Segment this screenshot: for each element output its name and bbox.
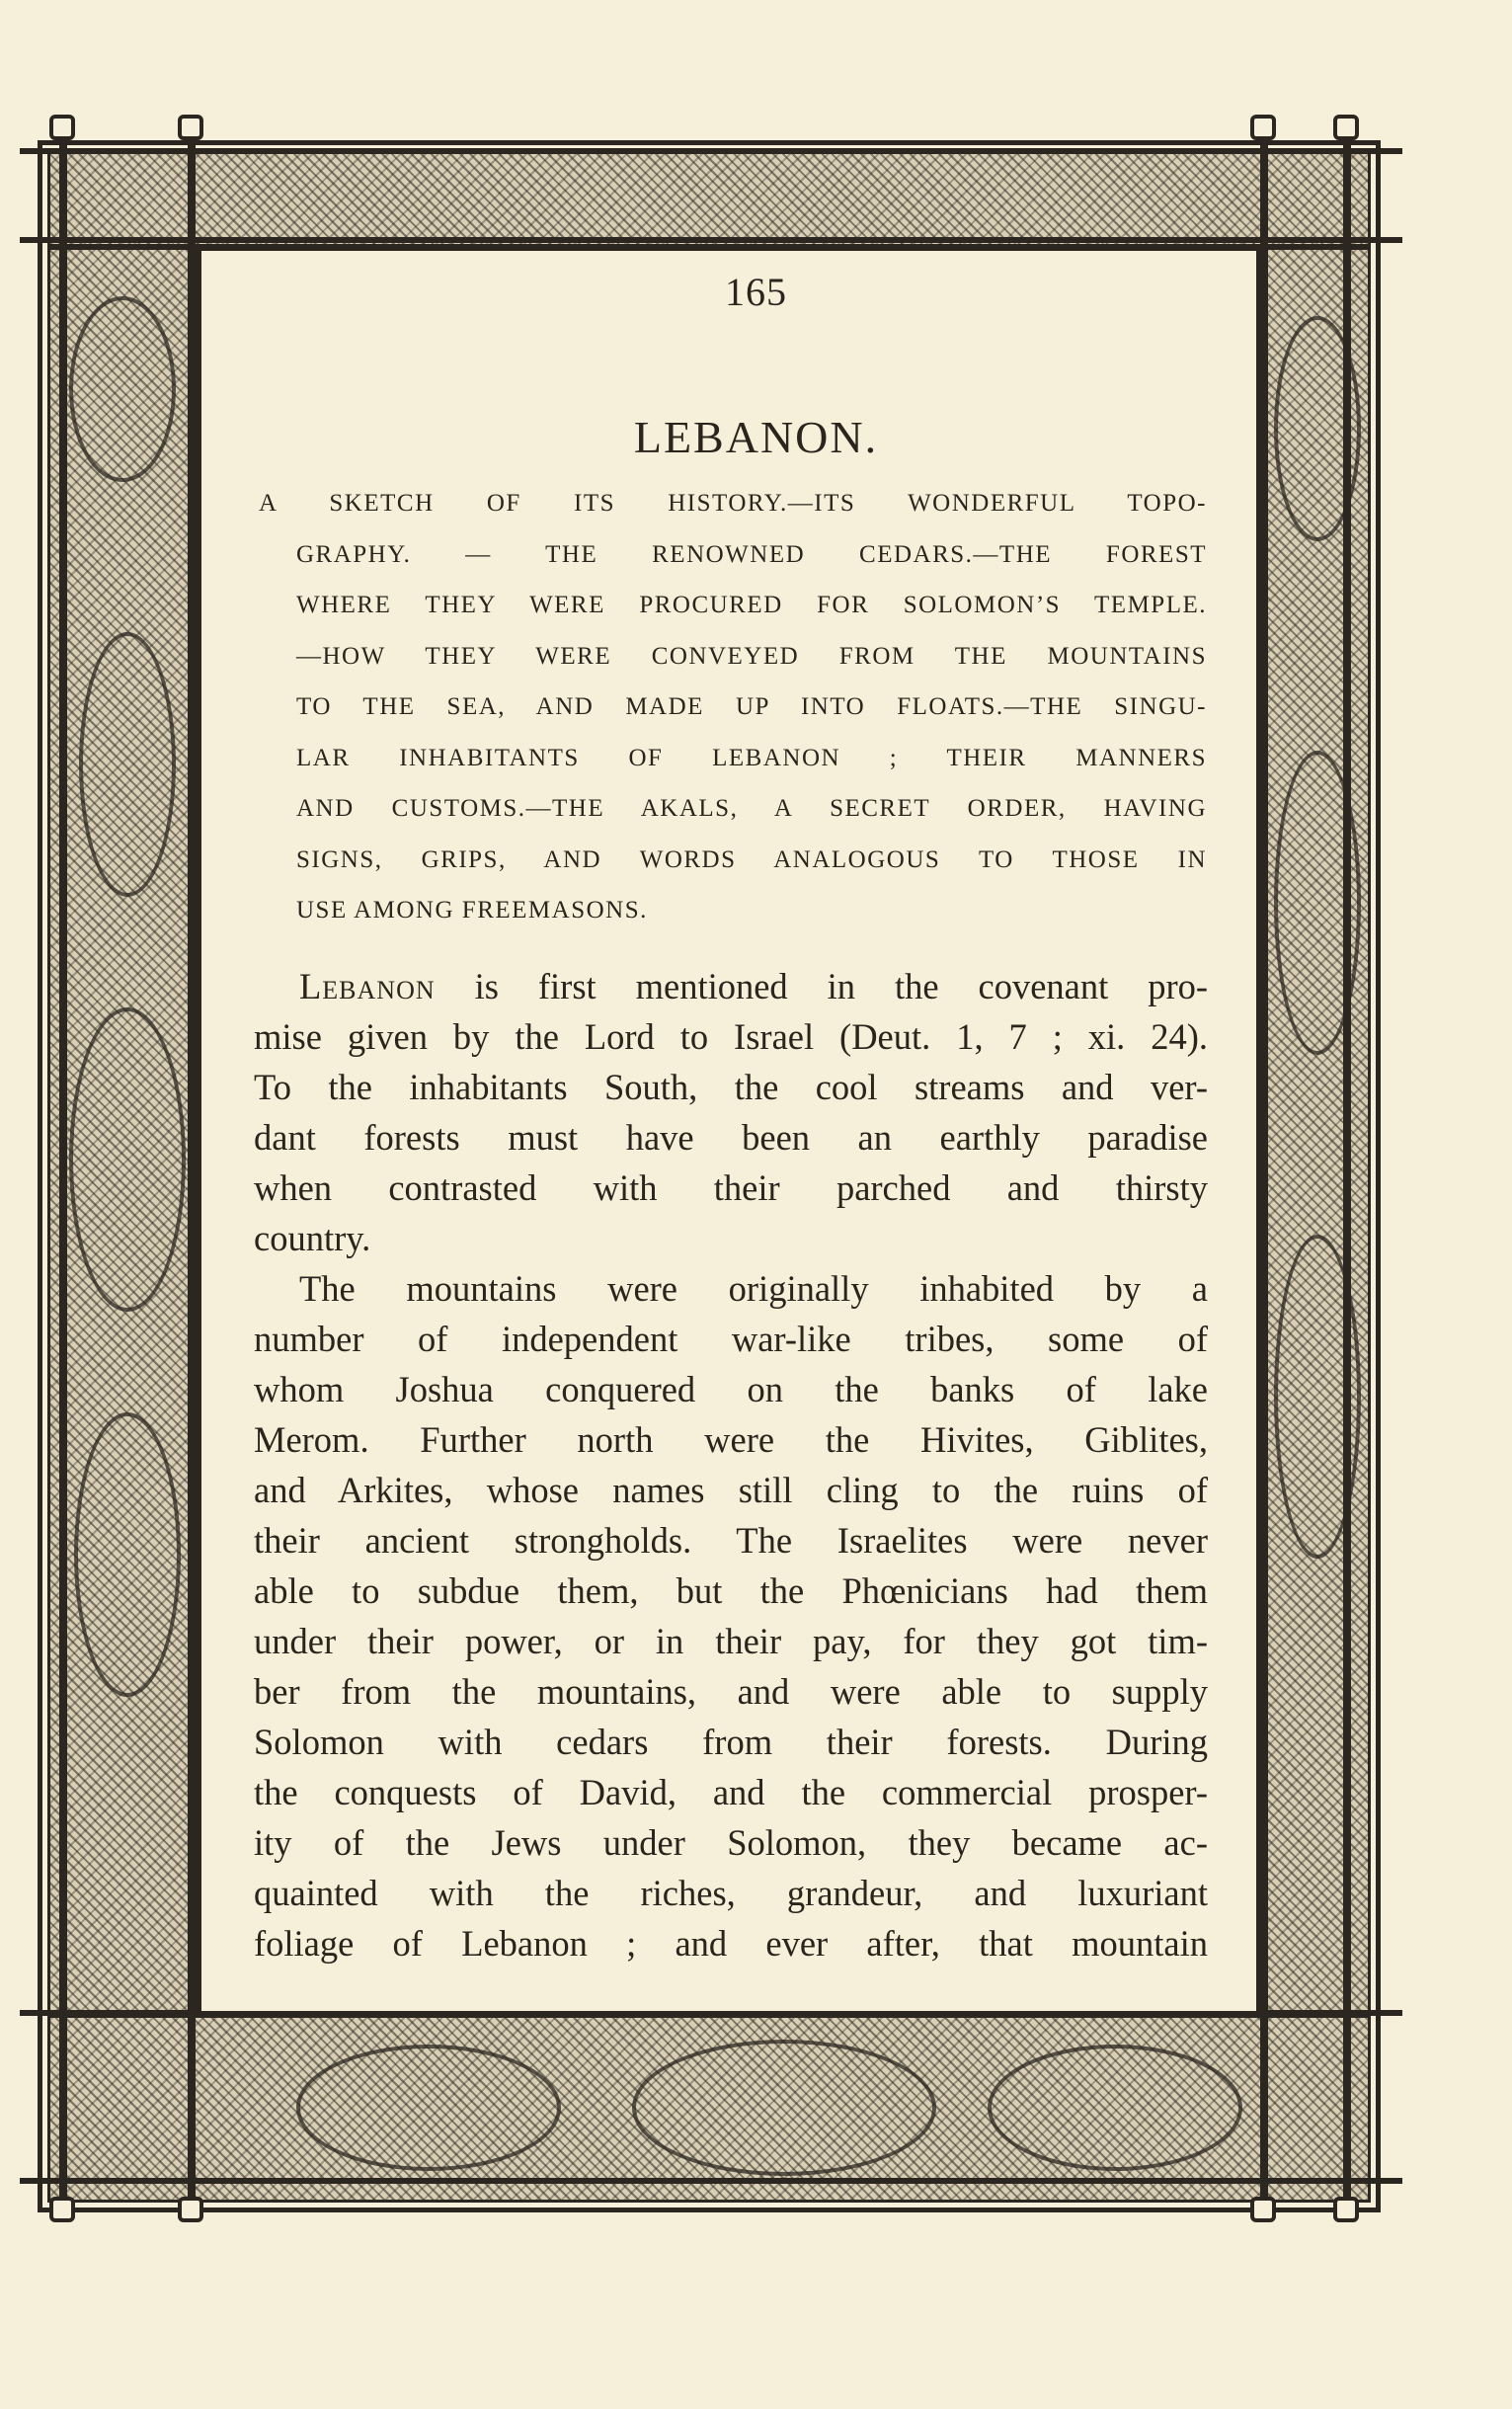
scroll-ornament [79, 632, 176, 897]
paragraph-line: able to subdue them, but the Phœnicians had them [254, 1570, 1208, 1611]
border-top-ornament [47, 150, 1371, 247]
paragraph-line: number of independent war-like tribes, some of [254, 1319, 1208, 1359]
scroll-ornament [632, 2040, 936, 2176]
synopsis-line: WHERE THEY WERE PROCURED FOR SOLOMON’S TEMPLE. [296, 592, 1207, 618]
scroll-ornament [74, 1412, 181, 1697]
synopsis-line: A SKETCH OF ITS HISTORY.—ITS WONDERFUL TOPO- [259, 490, 1207, 517]
synopsis-line: LAR INHABITANTS OF LEBANON ; THEIR MANNERS [296, 744, 1207, 771]
paragraph-line: and Arkites, whose names still cling to the ruins of [254, 1470, 1208, 1510]
paragraph-line: ber from the mountains, and were able to supply [254, 1671, 1208, 1712]
paragraph-line: when contrasted with their parched and thirsty [254, 1167, 1208, 1208]
corner-post [20, 148, 1402, 154]
paragraph-line: dant forests must have been an earthly paradise [254, 1117, 1208, 1158]
scroll-ornament [296, 2045, 561, 2171]
synopsis-line: SIGNS, GRIPS, AND WORDS ANALOGOUS TO THOSE IN [296, 845, 1207, 873]
paragraph-line: ity of the Jews under Solomon, they became ac- [254, 1822, 1208, 1863]
paragraph-line: country. [254, 1218, 371, 1258]
corner-knob [178, 115, 203, 140]
paragraph-line: whom Joshua conquered on the banks of lake [254, 1369, 1208, 1409]
paragraph [254, 961, 1208, 1263]
paragraph-line: quainted with the riches, grandeur, and luxuriant [254, 1873, 1208, 1913]
synopsis-line: GRAPHY. — THE RENOWNED CEDARS.—THE FOREST [296, 540, 1207, 568]
scroll-ornament [988, 2045, 1242, 2171]
corner-post [20, 2178, 1402, 2184]
paragraph [254, 1263, 1208, 1968]
synopsis-line: TO THE SEA, AND MADE UP INTO FLOATS.—THE SINGU- [296, 693, 1207, 720]
line-text: is first mentioned in the covenant pro- [474, 966, 1209, 1006]
chapter-title: LEBANON. [633, 412, 879, 462]
corner-knob [49, 115, 75, 140]
corner-knob [1250, 115, 1276, 140]
lead-word: Lebanon [299, 966, 436, 1006]
paragraph-line: under their power, or in their pay, for they got tim- [254, 1621, 1208, 1661]
paragraph-line: Solomon with cedars from their forests. During [254, 1722, 1208, 1762]
paragraph-line: The mountains were originally inhabited by a [299, 1268, 1208, 1309]
paragraph-line: To the inhabitants South, the cool streams and ver- [254, 1067, 1208, 1107]
paragraph-line: Merom. Further north were the Hivites, Giblites, [254, 1419, 1208, 1460]
chapter-synopsis [259, 478, 1207, 936]
synopsis-line: USE AMONG FREEMASONS. [296, 897, 648, 923]
corner-knob [49, 2197, 75, 2222]
scroll-ornament [69, 1007, 186, 1312]
body-text [254, 961, 1208, 1968]
paragraph-line: mise given by the Lord to Israel (Deut. 1, 7 ; xi. 24). [254, 1016, 1208, 1057]
synopsis-line: —HOW THEY WERE CONVEYED FROM THE MOUNTAINS [296, 642, 1207, 670]
corner-post [20, 237, 1402, 243]
synopsis-line: AND CUSTOMS.—THE AKALS, A SECRET ORDER, HAVING [296, 795, 1207, 822]
corner-knob [1250, 2197, 1276, 2222]
corner-knob [1333, 2197, 1359, 2222]
paragraph-line: foliage of Lebanon ; and ever after, that mountain [254, 1923, 1208, 1964]
corner-knob [1333, 115, 1359, 140]
page-number: 165 [725, 270, 787, 314]
corner-knob [178, 2197, 203, 2222]
paragraph-line [254, 961, 1208, 1011]
paragraph-line: the conquests of David, and the commercial prosper- [254, 1772, 1208, 1812]
paragraph-line: their ancient strongholds. The Israelites were never [254, 1520, 1208, 1561]
